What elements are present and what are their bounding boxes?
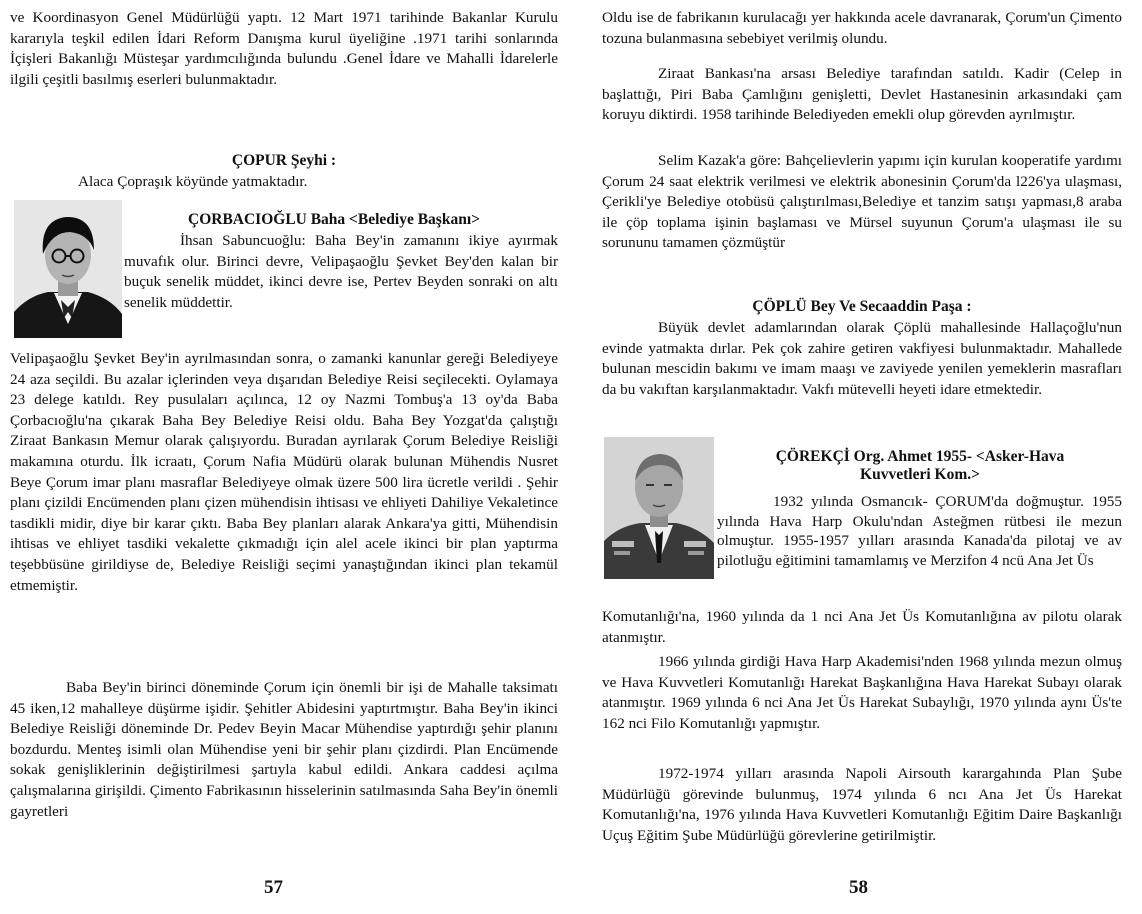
corbacioglu-beside-photo: İhsan Sabuncuoğlu: Baha Bey'in zamanını ikiye ayırmak muvafık olur. Birinci devre, Velipaşaoğlu Şevket Bey'den kalan bir buçuk senelik müddet, ikinci devre ise, Pertev Beyden sonraki on altı senelik müddettir. [124,232,558,311]
portrait-man-glasses [14,200,122,338]
intro-paragraph: ve Koordinasyon Genel Müdürlüğü yaptı. 12 Mart 1971 tarihinde Bakanlar Kurulu kararıyla teşkil edilen İdari Reform Danışma kurul üyeliğine .1971 tarihi sonlarında İçişleri Bakanlığı Müsteşar yardımcılığında bulundu .Genel İdare ve Mahalli İdarelerle ilgili çeşitli basılmış eserleri bulunmaktadır. [10,9,558,88]
right-page [571,0,1142,914]
corekci-heading-line-1: ÇÖREKÇİ Org. Ahmet 1955- <Asker-Hava [775,448,1065,465]
baha-corbacioglu-portrait [14,200,122,338]
corekci-paragraph-2: 1966 yılında girdiği Hava Harp Akademisi'nden 1968 yılında mezun olmuş ve Hava Kuvvetleri Komutanlığı Harekat Başkanlığına Hava Harekat Subayı olarak atanmıştır. 1969 yılında 6 nci Ana Jet Üs Harekat Subaylığı, 1970 yılında aynı Üs'te 162 nci Filo Komutanlığı yapmıştır. [602,653,1122,732]
copur-text: Alaca Çopraşık köyünde yatmaktadır. [78,173,308,190]
page-number-right: 58 [849,877,868,898]
copur-heading: ÇOPUR Şeyhi : [231,152,337,169]
corbacioglu-paragraph-1: Velipaşaoğlu Şevket Bey'in ayrılmasından sonra, o zamanki kanunlar gereği Belediyeye 24 aza seçildi. Bu azalar içlerinden veya dışarıdan Belediye Reisi seçilecekti. Oylamaya 23 delege katıldı. Rey pusulaları açılınca, 12 oy Nazmi Tombuş'a 13 oy'da Baba Çorbacıoğlu'na çıkarak Baha Bey Belediye Reisi oldu. Baha Bey Yozgat'da çalıştığı Ziraat Bankasın Memur olarak çalışıyordu. Buradan ayrılarak Çorum Belediye Reisliği makamına oturdu. İlk icraatı, Çorum Nafia Müdürü olarak bulunan Mühendis Nusret Beye Çorum imar planı masraflar Belediyeye olmak üzere 500 lira ücretle verildi . Şehir planı çizildi Encümenden planı çizen mühendisin ihtisası ve ehliyeti Dahiliye Vekaletince tasdikli midir, diye bir karar çıktı. Baba Bey planları alarak Ankara'ya gitti, Mühendisin ihtisas ve ehliyet tasdiki vekalette çıkmadığı için alel acele ikinci bir plan yaptırma teşebbüsüne girildiyse de, Belediye Reisliği seçimi yanaştığından ikinci plan tekamül etmemiştir. [10,350,558,594]
coplu-text: Büyük devlet adamlarından olarak Çöplü mahallesinde Hallaçoğlu'nun evinde yatmakta dırlar. Pek çok zahire getiren vakfiyesi bulunmaktadır. Mahallede bulunan mescidin bakımı ve imam maaşı ve zaviyede yenilen yemeklerin masrafları da bu vakıftan karşılanmaktadır. Vakfı mütevelli heyeti idare etmektedir. [602,319,1122,398]
corbacioglu-paragraph-2: Baba Bey'in birinci döneminde Çorum için önemli bir işi de Mahalle taksimatı 45 iken,12 mahalleye düşürme işidir. Şehitler Abidesini yaptırtmıştır. Baha Bey'in ikinci Belediye Reisliği döneminde Dr. Pedev Beyin Macar Mühendise yaptırdığı şehir planını bozdurdu. Menteş isimli olan Mühendise yeni bir şehir planı çizdirdi. Plan Encümende sokak genişliklerinin değiştirilmesi şartıyla kabul edildi. Ankara caddesi açılma çalışmalarına girişildi. Çimento Fabrikasının hisselerinin satılmasında Saha Bey'in önemli gayretleri [10,679,558,820]
right-paragraph-2: Ziraat Bankası'na arsası Belediye tarafından satıldı. Kadir (Celep in başlattığı, Piri Baba Çamlığını genişletti, Devlet Hastanesinin arkasındaki çam koruyu diktirdi. 1958 tarihinde Belediyeden emekli olup görevden ayrılmıştır. [602,65,1122,124]
corekci-beside-photo: 1932 yılında Osmancık- ÇORUM'da doğmuştur. 1955 yılında Hava Harp Okulu'ndan Asteğmen rütbesi ile mezun olmuştur. 1955-1957 yılları arasında Kanada'da pilotaj ve av pilotluğu eğitimini tamamlamış ve Merzifon 4 ncü Ana Jet Üs [717,493,1122,569]
page-number-left: 57 [264,877,283,898]
corekci-heading-line-2: Kuvvetleri Kom.> [860,466,980,483]
corbacioglu-heading: ÇORBACIOĞLU Baha <Belediye Başkanı> [188,211,480,228]
corekci-heading [719,448,1121,484]
portrait-officer-uniform [604,437,714,579]
corekci-paragraph-1: Komutanlığı'na, 1960 yılında da 1 nci Ana Jet Üs Komutanlığına av pilotu olarak atanmıştır. [602,608,1122,646]
right-paragraph-3: Selim Kazak'a göre: Bahçelievlerin yapımı için kurulan kooperatife yardımı Çorum 24 saat elektrik verilmesi ve elektrik abonesinin Çorum'da l226'ya ulaşması, Çerikli'ye Belediye otobüsü çalıştırılması,Belediye et tanzim satışı yapması,8 araba ile çöp toplama işinin başlaması ve Mürsel suyunun Çorum'a ulaşması ile su sorununu tamamen çözmüştür [602,152,1122,252]
coplu-heading: ÇÖPLÜ Bey Ve Secaaddin Paşa : [752,298,972,315]
ahmet-corekci-portrait [604,437,714,579]
right-paragraph-1: Oldu ise de fabrikanın kurulacağı yer hakkında acele davranarak, Çorum'un Çimento tozuna bulanmasına sebebiyet verilmiş olundu. [602,9,1122,47]
corekci-paragraph-3: 1972-1974 yılları arasında Napoli Airsouth karargahında Plan Şube Müdürlüğü görevinde bulunmuş, 1974 yılında 6 ncı Ana Jet Üs Harekat Komutanlığı'na, 1976 yılında Hava Kuvvetleri Komutanlığı Eğitim Daire Başkanlığı Uçuş Eğitim Şube Müdürlüğü görevlerine getirilmiştir. [602,765,1122,844]
